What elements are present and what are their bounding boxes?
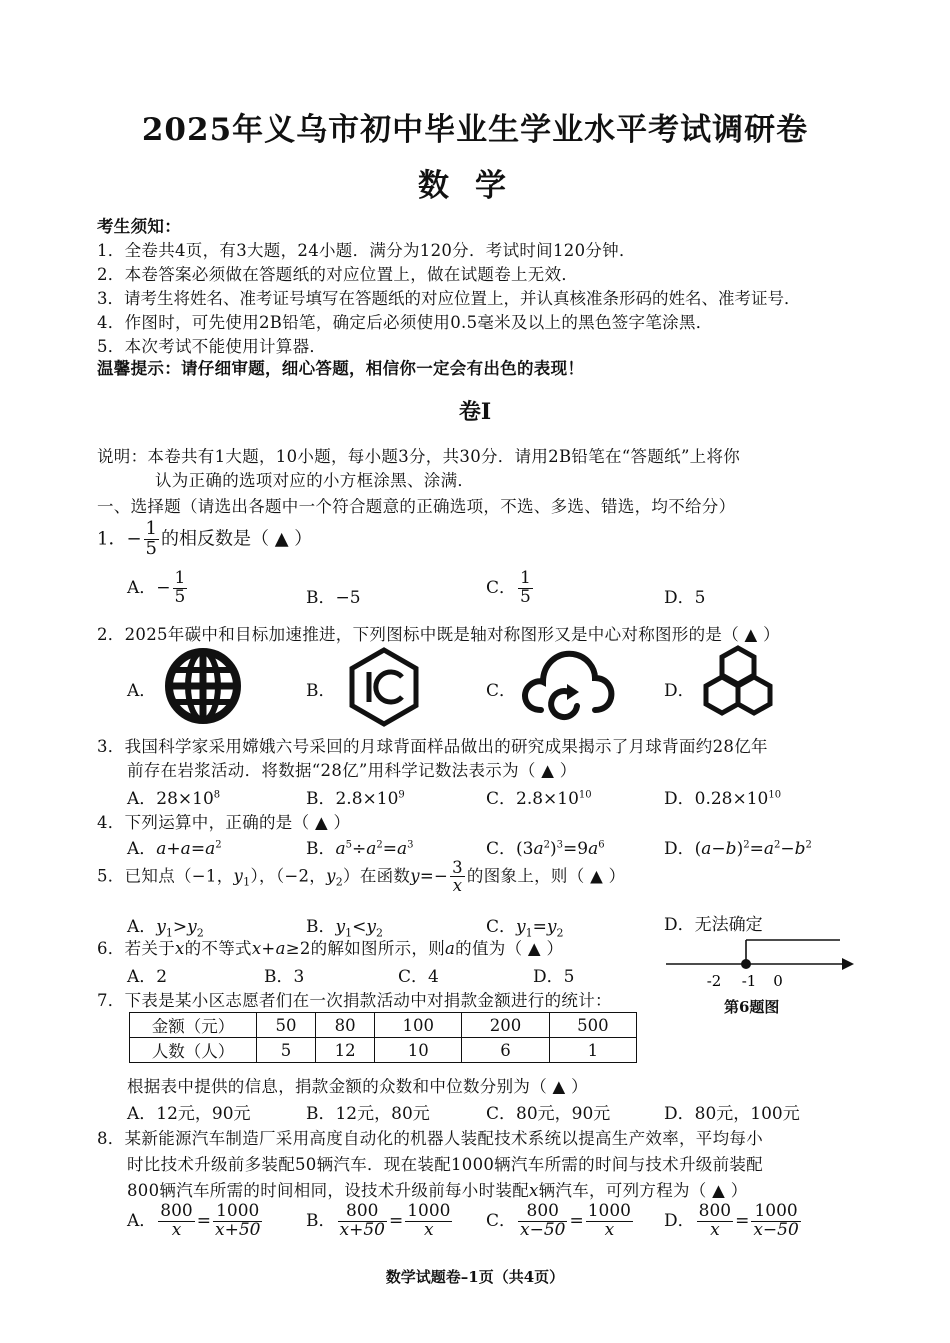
notice-item-4: 4．作图时，可先使用2B铅笔，确定后必须使用0.5毫米及以上的黑色签字笔涂黑． xyxy=(97,313,713,332)
tick-label-neg1: -1 xyxy=(741,972,757,990)
q6-option-b: B．3 xyxy=(264,967,305,987)
q3-option-b: B．$2.8\times 10^9$ xyxy=(306,789,405,809)
q5-option-d: D．无法确定 xyxy=(664,915,763,935)
q7-option-d: D．80元，100元 xyxy=(664,1104,800,1124)
q5-option-c: C．$y_1=y_2$ xyxy=(486,917,564,940)
table-row xyxy=(130,1013,637,1038)
donation-table xyxy=(129,1012,637,1063)
q4-option-a: A．$a+a=a^2$ xyxy=(127,839,222,859)
globe-icon xyxy=(163,646,243,726)
table-cell: 200 xyxy=(462,1013,549,1038)
table-cell: 12 xyxy=(316,1038,375,1063)
q8-option-d: D． $\frac{800}{x}$ = $\frac{1000}{x-50}$ xyxy=(664,1201,799,1240)
question-4: 4．下列运算中，正确的是（ ▲ ） xyxy=(97,813,351,832)
number-line-figure xyxy=(662,928,862,990)
q3-option-d: D．$0.28\times 10^{10}$ xyxy=(664,789,782,809)
exam-title: 2025年义乌市初中毕业生学业水平考试调研卷 xyxy=(141,112,809,148)
cloud-refresh-icon xyxy=(517,644,615,726)
question-3-line1: 3．我国科学家采用嫦娥六号采回的月球背面样品做出的研究成果揭示了月球背面约28亿年 xyxy=(97,737,768,756)
q7-option-c: C．80元，90元 xyxy=(486,1104,611,1124)
q1-option-d: D．5 xyxy=(664,588,706,608)
table-cell: 6 xyxy=(462,1038,549,1063)
notice-item-5: 5．本次考试不能使用计算器． xyxy=(97,337,327,356)
subject-title: 数学 xyxy=(418,168,532,204)
carbon-hexagon-icon xyxy=(343,646,425,728)
q6-option-d: D．5 xyxy=(533,967,575,987)
question-2: 2．2025年碳中和目标加速推进，下列图标中既是轴对称图形又是中心对称图形的是（ ▲ ） xyxy=(97,625,780,644)
part-title: 一、选择题（请选出各题中一个符合题意的正确选项，不选、多选、错选，均不给分） xyxy=(97,497,736,516)
q1-option-a: A．− $\frac{1}{5}$ xyxy=(127,568,186,607)
section-note-line1: 说明：本卷共有1大题，10小题，每小题3分，共30分．请用2B铅笔在“答题纸”上将你 xyxy=(97,447,741,466)
q2-option-c: C． xyxy=(486,681,517,701)
q6-option-a: A．2 xyxy=(127,967,168,987)
question-6: 6．若关于x的不等式x+a≥2的解如图所示，则a的值为（ ▲ ） xyxy=(97,939,564,958)
page-footer: 数学试题卷–1页（共4页） xyxy=(385,1268,565,1286)
question-8-line1: 8．某新能源汽车制造厂采用高度自动化的机器人装配技术系统以提高生产效率，平均每小 xyxy=(97,1129,763,1148)
table-header-cell: 人数（人） xyxy=(130,1038,257,1063)
table-header-cell: 金额（元） xyxy=(130,1013,257,1038)
q7-option-a: A．12元，90元 xyxy=(127,1104,251,1124)
notice-item-1: 1．全卷共4页，有3大题，24小题．满分为120分．考试时间120分钟． xyxy=(97,241,636,260)
table-row xyxy=(130,1038,637,1063)
question-3-line2: 前存在岩浆活动．将数据“28亿”用科学记数法表示为（ ▲ ） xyxy=(127,761,577,780)
question-5: 5．已知点（−1，$y_1$），（−2，$y_2$）在函数y=− $\frac{3}{x}$ 的图象上，则（ ▲ ） xyxy=(97,858,626,896)
q2-option-a: A． xyxy=(127,681,157,701)
q3-option-a: A．$28\times 10^8$ xyxy=(127,789,221,809)
question-7-prompt: 根据表中提供的信息，捐款金额的众数和中位数分别为（ ▲ ） xyxy=(127,1077,588,1096)
q4-option-c: C．$(3a^2)^3=9a^6$ xyxy=(486,839,605,859)
table-cell: 50 xyxy=(257,1013,316,1038)
q3-option-c: C．$2.8\times 10^{10}$ xyxy=(486,789,592,809)
question-8-line2: 时比技术升级前多装配50辆汽车．现在装配1000辆汽车所需的时间与技术升级前装配 xyxy=(127,1155,763,1174)
table-cell: 5 xyxy=(257,1038,316,1063)
q8-option-c: C． $\frac{800}{x-50}$ = $\frac{1000}{x}$ xyxy=(486,1201,631,1240)
q5-option-b: B．$y_1<y_2$ xyxy=(306,917,383,940)
table-cell: 1 xyxy=(549,1038,636,1063)
figure-6-caption: 第6题图 xyxy=(724,998,780,1016)
q8-option-a: A． $\frac{800}{x}$ = $\frac{1000}{x+50}$ xyxy=(127,1201,261,1240)
table-cell: 100 xyxy=(375,1013,462,1038)
q4-option-d: D．$(a-b)^2=a^2-b^2$ xyxy=(664,839,812,859)
table-cell: 10 xyxy=(375,1038,462,1063)
tick-label-0: 0 xyxy=(773,972,783,990)
section-title: 卷Ⅰ xyxy=(458,399,492,425)
q4-option-b: B．$a^5\div a^2=a^3$ xyxy=(306,839,414,859)
tick-label-neg2: -2 xyxy=(706,972,722,990)
notice-item-2: 2．本卷答案必须做在答题纸的对应位置上，做在试题卷上无效． xyxy=(97,265,579,284)
q1-option-b: B．−5 xyxy=(306,588,361,608)
q6-option-c: C．4 xyxy=(398,967,439,987)
section-note-line2: 认为正确的选项对应的小方框涂黑、涂满． xyxy=(155,471,475,490)
notice-item-3: 3．请考生将姓名、准考证号填写在答题纸的对应位置上，并认真核准条形码的姓名、准考证号． xyxy=(97,289,801,308)
table-cell: 80 xyxy=(316,1013,375,1038)
q7-option-b: B．12元，80元 xyxy=(306,1104,430,1124)
q1-option-c: C． $\frac{1}{5}$ xyxy=(486,568,531,607)
q2-option-b: B． xyxy=(306,681,336,701)
question-8-line3: 800辆汽车所需的时间相同，设技术升级前每小时装配x辆汽车，可列方程为（ ▲ ） xyxy=(127,1181,748,1200)
notice-tip: 温馨提示：请仔细审题，细心答题，相信你一定会有出色的表现！ xyxy=(97,359,585,378)
q8-option-b: B． $\frac{800}{x+50}$ = $\frac{1000}{x}$ xyxy=(306,1201,451,1240)
table-cell: 500 xyxy=(549,1013,636,1038)
q2-option-d: D． xyxy=(664,681,695,701)
question-1: 1．− $\frac{1}{5}$ 的相反数是（ ▲ ） xyxy=(97,518,313,559)
notice-heading: 考生须知： xyxy=(97,217,181,236)
question-7: 7．下表是某小区志愿者们在一次捐款活动中对捐款金额进行的统计： xyxy=(97,991,612,1010)
q5-option-a: A．$y_1>y_2$ xyxy=(127,917,204,940)
hexagon-cluster-icon xyxy=(696,644,780,726)
